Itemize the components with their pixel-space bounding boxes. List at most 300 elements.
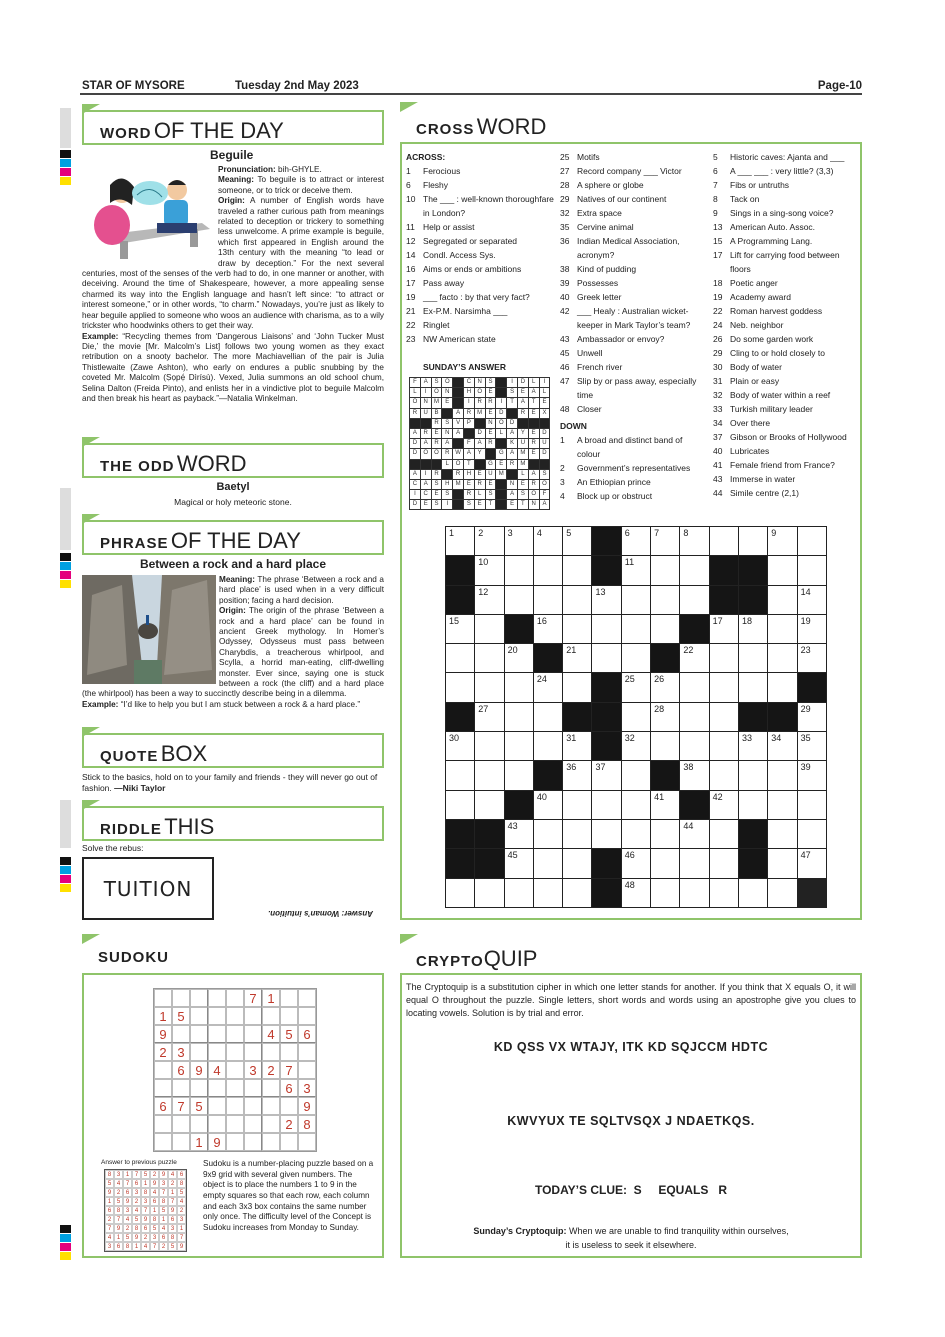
- grid-cell[interactable]: [710, 761, 738, 789]
- answer-cell: L: [518, 470, 528, 479]
- sudoku-cell[interactable]: [172, 1115, 190, 1133]
- answer-black: [540, 460, 550, 469]
- answer-cell: N: [442, 388, 452, 397]
- sudoku-info: Sudoku is a number-placing puzzle based on a 9x9 grid with several given numbers. The object is to place the numbers 1 to 9 in the empty squares so that each row, each column and each 3x3 box contains the same number only once. The difficulty level of the Concept is Sudoku increases from Monday to Sunday.: [203, 1159, 374, 1232]
- sudoku-cell[interactable]: [190, 1043, 208, 1061]
- grid-cell[interactable]: [622, 879, 650, 907]
- sudoku-cell[interactable]: 7: [280, 1061, 298, 1079]
- grid-cell[interactable]: [475, 879, 503, 907]
- grid-cell[interactable]: [563, 820, 591, 848]
- grid-cell[interactable]: [680, 703, 708, 731]
- sudoku-cell[interactable]: [172, 1133, 190, 1151]
- sudoku-cell[interactable]: [244, 1043, 262, 1061]
- grid-cell[interactable]: [798, 615, 826, 643]
- sudoku-cell[interactable]: [280, 1007, 298, 1025]
- grid-cell[interactable]: [710, 791, 738, 819]
- sudoku-cell[interactable]: [154, 989, 172, 1007]
- sudoku-cell[interactable]: [226, 1025, 244, 1043]
- sunday-answer-label: SUNDAY’S ANSWER: [423, 362, 506, 372]
- sudoku-cell[interactable]: [208, 1007, 226, 1025]
- answer-cell: E: [421, 500, 431, 509]
- grid-cell[interactable]: [505, 849, 533, 877]
- grid-cell[interactable]: [768, 556, 796, 584]
- grid-cell[interactable]: [622, 673, 650, 701]
- grid-cell[interactable]: [563, 761, 591, 789]
- grid-cell[interactable]: [768, 849, 796, 877]
- answer-black: [453, 398, 463, 407]
- sudoku-cell[interactable]: [208, 989, 226, 1007]
- grid-cell[interactable]: [475, 732, 503, 760]
- grid-cell[interactable]: [798, 644, 826, 672]
- sudoku-cell[interactable]: 6: [154, 1097, 172, 1115]
- grid-cell[interactable]: [680, 556, 708, 584]
- sudoku-cell[interactable]: [208, 1043, 226, 1061]
- grid-cell[interactable]: [563, 879, 591, 907]
- grid-cell[interactable]: [651, 820, 679, 848]
- black-square: [534, 644, 562, 672]
- prev-cell: 9: [114, 1224, 123, 1233]
- grid-cell[interactable]: [563, 615, 591, 643]
- sudoku-cell[interactable]: 9: [190, 1061, 208, 1079]
- grid-cell[interactable]: [505, 644, 533, 672]
- sudoku-cell[interactable]: [298, 1133, 316, 1151]
- grid-cell[interactable]: [563, 732, 591, 760]
- clue-number: 2: [478, 528, 484, 538]
- grid-cell[interactable]: [622, 644, 650, 672]
- sudoku-cell[interactable]: [280, 989, 298, 1007]
- grid-cell[interactable]: [475, 644, 503, 672]
- sudoku-cell[interactable]: 2: [154, 1043, 172, 1061]
- grid-cell[interactable]: [710, 527, 738, 555]
- sudoku-cell[interactable]: [280, 1043, 298, 1061]
- answer-black: [453, 500, 463, 509]
- sudoku-cell[interactable]: [190, 1079, 208, 1097]
- odd-word-word: Baetyl: [216, 481, 250, 493]
- grid-cell[interactable]: [446, 527, 474, 555]
- answer-cell: R: [410, 409, 420, 418]
- sudoku-cell[interactable]: [244, 1097, 262, 1115]
- grid-cell[interactable]: [563, 556, 591, 584]
- grid-cell[interactable]: [622, 849, 650, 877]
- prev-cell: 3: [132, 1188, 141, 1197]
- sudoku-cell[interactable]: [208, 1079, 226, 1097]
- sudoku-cell[interactable]: [262, 1115, 280, 1133]
- grid-cell[interactable]: [680, 761, 708, 789]
- grid-cell[interactable]: [651, 732, 679, 760]
- grid-cell[interactable]: [739, 732, 767, 760]
- grid-cell[interactable]: [651, 791, 679, 819]
- grid-cell[interactable]: [680, 527, 708, 555]
- sudoku-cell[interactable]: [208, 1115, 226, 1133]
- grid-cell[interactable]: [534, 556, 562, 584]
- grid-cell[interactable]: [475, 791, 503, 819]
- grid-cell[interactable]: [798, 586, 826, 614]
- sudoku-cell[interactable]: [244, 1025, 262, 1043]
- clue: 19 ___ facto : by that very fact?: [406, 292, 530, 302]
- answer-cell: R: [432, 439, 442, 448]
- grid-cell[interactable]: [651, 527, 679, 555]
- grid-cell[interactable]: [739, 673, 767, 701]
- grid-cell[interactable]: [563, 644, 591, 672]
- grid-cell[interactable]: [534, 586, 562, 614]
- sudoku-cell[interactable]: [190, 1115, 208, 1133]
- grid-cell[interactable]: [798, 556, 826, 584]
- prev-cell: 4: [114, 1179, 123, 1188]
- sudoku-cell[interactable]: 9: [208, 1133, 226, 1151]
- sudoku-cell[interactable]: 3: [244, 1061, 262, 1079]
- clue-number: 11: [624, 557, 635, 568]
- black-square: [505, 615, 533, 643]
- clue: 47 Slip by or pass away, especially time: [560, 376, 697, 400]
- prev-cell: 8: [159, 1197, 168, 1206]
- phrase-title: PHRASE OF THE DAY: [82, 520, 384, 555]
- grid-cell[interactable]: [739, 791, 767, 819]
- sudoku-cell[interactable]: 3: [298, 1079, 316, 1097]
- grid-cell[interactable]: [505, 761, 533, 789]
- answer-cell: S: [540, 470, 550, 479]
- grid-cell[interactable]: [622, 556, 650, 584]
- grid-cell[interactable]: [651, 849, 679, 877]
- grid-cell[interactable]: [710, 820, 738, 848]
- answer-cell: M: [453, 480, 463, 489]
- black-square: [446, 556, 474, 584]
- prev-cell: 1: [105, 1197, 114, 1206]
- grid-cell[interactable]: [768, 586, 796, 614]
- grid-cell[interactable]: [622, 615, 650, 643]
- sudoku-grid: [153, 988, 317, 1152]
- prev-cell: 6: [177, 1170, 186, 1179]
- grid-cell[interactable]: [475, 761, 503, 789]
- grid-cell[interactable]: [710, 849, 738, 877]
- answer-cell: H: [464, 470, 474, 479]
- sudoku-cell[interactable]: [190, 989, 208, 1007]
- grid-cell[interactable]: [592, 644, 620, 672]
- grid-cell[interactable]: [739, 761, 767, 789]
- grid-cell[interactable]: [446, 644, 474, 672]
- answer-black: [453, 388, 463, 397]
- prev-cell: 6: [159, 1233, 168, 1242]
- grid-cell[interactable]: [446, 732, 474, 760]
- grid-cell[interactable]: [739, 879, 767, 907]
- grid-cell[interactable]: [505, 820, 533, 848]
- grid-cell[interactable]: [534, 732, 562, 760]
- black-square: [710, 556, 738, 584]
- grid-cell[interactable]: [592, 791, 620, 819]
- grid-cell[interactable]: [534, 879, 562, 907]
- cipher-line-1: KD QSS VX WTAJY, ITK KD SQJCCM HDTC: [493, 1040, 769, 1054]
- grid-cell[interactable]: [505, 556, 533, 584]
- sudoku-cell[interactable]: 1: [190, 1133, 208, 1151]
- prev-cell: 1: [177, 1224, 186, 1233]
- sudoku-cell[interactable]: [244, 1115, 262, 1133]
- answer-cell: G: [496, 449, 506, 458]
- sudoku-cell[interactable]: 1: [154, 1007, 172, 1025]
- grid-cell[interactable]: [768, 820, 796, 848]
- black-square: [446, 849, 474, 877]
- grid-cell[interactable]: [534, 527, 562, 555]
- sudoku-cell[interactable]: 7: [172, 1097, 190, 1115]
- sudoku-cell[interactable]: 7: [244, 989, 262, 1007]
- sudoku-cell[interactable]: [226, 989, 244, 1007]
- grid-cell[interactable]: [475, 615, 503, 643]
- sudoku-cell[interactable]: 6: [280, 1079, 298, 1097]
- grid-cell[interactable]: [563, 849, 591, 877]
- grid-cell[interactable]: [446, 879, 474, 907]
- grid-cell[interactable]: [680, 586, 708, 614]
- grid-cell[interactable]: [710, 732, 738, 760]
- prev-cell: 4: [177, 1197, 186, 1206]
- cryptoquip-title: CRYPTOQUIP: [400, 940, 862, 975]
- sudoku-cell[interactable]: [226, 1115, 244, 1133]
- sudoku-cell[interactable]: [172, 1025, 190, 1043]
- answer-cell: I: [442, 500, 452, 509]
- clue: 22 Roman harvest goddess: [713, 306, 823, 316]
- answer-cell: R: [475, 398, 485, 407]
- sudoku-cell[interactable]: 5: [172, 1007, 190, 1025]
- grid-cell[interactable]: [592, 820, 620, 848]
- grid-cell[interactable]: [768, 791, 796, 819]
- grid-cell[interactable]: [505, 673, 533, 701]
- page-number: Page-10: [817, 80, 862, 92]
- sudoku-cell[interactable]: [280, 1133, 298, 1151]
- answer-cell: F: [410, 378, 420, 387]
- grid-cell[interactable]: [798, 820, 826, 848]
- issue-date: Tuesday 2nd May 2023: [235, 80, 359, 92]
- clue: 32 Body of water within a reef: [713, 390, 831, 400]
- grid-cell[interactable]: [592, 761, 620, 789]
- grid-cell[interactable]: [475, 586, 503, 614]
- sudoku-cell[interactable]: 4: [208, 1061, 226, 1079]
- sudoku-cell[interactable]: 3: [172, 1043, 190, 1061]
- clue: 24 Neb. neighbor: [713, 320, 784, 330]
- sudoku-cell[interactable]: [190, 1025, 208, 1043]
- cmyk-cyan: [60, 562, 71, 570]
- grid-cell[interactable]: [505, 879, 533, 907]
- sudoku-cell[interactable]: [226, 1007, 244, 1025]
- answer-cell: S: [507, 388, 517, 397]
- grid-cell[interactable]: [768, 732, 796, 760]
- sudoku-cell[interactable]: [154, 1079, 172, 1097]
- grid-cell[interactable]: [446, 761, 474, 789]
- grid-cell[interactable]: [563, 586, 591, 614]
- grid-cell[interactable]: [563, 673, 591, 701]
- grid-cell[interactable]: [768, 761, 796, 789]
- clue-number: 31: [566, 733, 577, 744]
- sudoku-cell[interactable]: [262, 1007, 280, 1025]
- sudoku-cell[interactable]: 8: [298, 1115, 316, 1133]
- grid-cell[interactable]: [798, 761, 826, 789]
- grid-cell[interactable]: [622, 820, 650, 848]
- grid-cell[interactable]: [651, 615, 679, 643]
- grid-cell[interactable]: [710, 673, 738, 701]
- grid-cell[interactable]: [563, 527, 591, 555]
- sudoku-cell[interactable]: [262, 1133, 280, 1151]
- sudoku-cell[interactable]: [172, 989, 190, 1007]
- grid-cell[interactable]: [534, 791, 562, 819]
- sudoku-cell[interactable]: [244, 1007, 262, 1025]
- grid-cell[interactable]: [505, 703, 533, 731]
- sudoku-cell[interactable]: [244, 1133, 262, 1151]
- grid-cell[interactable]: [798, 703, 826, 731]
- answer-cell: O: [432, 388, 442, 397]
- answer-cell: M: [496, 470, 506, 479]
- answer-cell: B: [432, 409, 442, 418]
- sudoku-cell[interactable]: [226, 1133, 244, 1151]
- answer-black: [518, 419, 528, 428]
- prev-cell: 7: [141, 1206, 150, 1215]
- answer-cell: T: [464, 460, 474, 469]
- grid-cell[interactable]: [534, 820, 562, 848]
- sudoku-cell[interactable]: [244, 1079, 262, 1097]
- answer-cell: H: [464, 388, 474, 397]
- grid-cell[interactable]: [768, 527, 796, 555]
- sudoku-cell[interactable]: [208, 1025, 226, 1043]
- sudoku-cell[interactable]: 5: [280, 1025, 298, 1043]
- sudoku-cell[interactable]: 2: [280, 1115, 298, 1133]
- grid-cell[interactable]: [739, 527, 767, 555]
- grid-cell[interactable]: [563, 791, 591, 819]
- sunday-cryptoquip: Sunday’s Cryptoquip: When we are unable to find tranquility within ourselves, it is useless to seek it elsewhere.: [473, 1226, 789, 1250]
- grid-cell[interactable]: [592, 615, 620, 643]
- grid-cell[interactable]: [798, 732, 826, 760]
- sudoku-cell[interactable]: 6: [172, 1061, 190, 1079]
- answer-cell: A: [453, 409, 463, 418]
- sudoku-cell[interactable]: [226, 1043, 244, 1061]
- grid-cell[interactable]: [651, 586, 679, 614]
- sudoku-cell[interactable]: 4: [262, 1025, 280, 1043]
- grid-cell[interactable]: [475, 673, 503, 701]
- grid-cell[interactable]: [534, 673, 562, 701]
- grid-cell[interactable]: [798, 849, 826, 877]
- answer-cell: T: [529, 398, 539, 407]
- grid-cell[interactable]: [680, 673, 708, 701]
- clue: 15 A Programming Lang.: [713, 236, 813, 246]
- grid-cell[interactable]: [622, 527, 650, 555]
- grid-cell[interactable]: [768, 879, 796, 907]
- grid-cell[interactable]: [534, 703, 562, 731]
- answer-cell: M: [518, 460, 528, 469]
- sudoku-cell[interactable]: [298, 1043, 316, 1061]
- grid-cell[interactable]: [534, 615, 562, 643]
- sudoku-cell[interactable]: [154, 1133, 172, 1151]
- grid-cell[interactable]: [592, 586, 620, 614]
- grid-cell[interactable]: [651, 673, 679, 701]
- sudoku-cell[interactable]: [262, 1079, 280, 1097]
- clue: 30 Body of water: [713, 362, 782, 372]
- sudoku-cell[interactable]: [280, 1097, 298, 1115]
- clue-number: 37: [595, 762, 606, 773]
- grid-cell[interactable]: [622, 761, 650, 789]
- grid-cell[interactable]: [651, 703, 679, 731]
- clue-number: 17: [712, 615, 723, 626]
- grid-cell[interactable]: [505, 527, 533, 555]
- grid-cell[interactable]: [680, 879, 708, 907]
- grid-cell[interactable]: [622, 732, 650, 760]
- sudoku-cell[interactable]: [172, 1079, 190, 1097]
- grid-cell[interactable]: [475, 703, 503, 731]
- grid-cell[interactable]: [710, 703, 738, 731]
- grid-cell[interactable]: [710, 615, 738, 643]
- sudoku-cell[interactable]: 5: [190, 1097, 208, 1115]
- sudoku-cell[interactable]: [226, 1079, 244, 1097]
- black-square: [651, 644, 679, 672]
- sudoku-cell[interactable]: [298, 1007, 316, 1025]
- clue-number: 34: [771, 733, 782, 744]
- sudoku-cell[interactable]: [154, 1061, 172, 1079]
- answer-black: [507, 409, 517, 418]
- prev-cell: 2: [159, 1242, 168, 1251]
- black-square: [680, 791, 708, 819]
- prev-cell: 3: [168, 1224, 177, 1233]
- answer-cell: S: [442, 490, 452, 499]
- black-square: [592, 732, 620, 760]
- clue: 7 Fibs or untruths: [713, 180, 790, 190]
- grid-cell[interactable]: [622, 703, 650, 731]
- across-label: ACROSS:: [406, 152, 446, 162]
- prev-cell: 7: [123, 1179, 132, 1188]
- grid-cell[interactable]: [680, 849, 708, 877]
- prev-cell: 3: [177, 1215, 186, 1224]
- grid-cell[interactable]: [680, 732, 708, 760]
- sudoku-cell[interactable]: [226, 1097, 244, 1115]
- grid-cell[interactable]: [768, 673, 796, 701]
- sudoku-cell[interactable]: 1: [262, 989, 280, 1007]
- grid-cell[interactable]: [768, 615, 796, 643]
- clue: 45 Unwell: [560, 348, 603, 358]
- grid-cell[interactable]: [622, 791, 650, 819]
- grid-cell[interactable]: [505, 732, 533, 760]
- grid-cell[interactable]: [680, 820, 708, 848]
- sudoku-cell[interactable]: [298, 989, 316, 1007]
- grid-cell[interactable]: [739, 615, 767, 643]
- grid-cell[interactable]: [534, 849, 562, 877]
- sudoku-cell[interactable]: 6: [298, 1025, 316, 1043]
- grid-cell[interactable]: [739, 644, 767, 672]
- grid-cell[interactable]: [446, 673, 474, 701]
- sudoku-cell[interactable]: [262, 1097, 280, 1115]
- clue: 2 Government’s representatives: [560, 463, 691, 473]
- sudoku-cell[interactable]: [262, 1043, 280, 1061]
- grid-cell[interactable]: [651, 879, 679, 907]
- sudoku-cell[interactable]: [208, 1097, 226, 1115]
- clue-number: 36: [566, 762, 577, 773]
- sudoku-cell[interactable]: 9: [298, 1097, 316, 1115]
- grid-cell[interactable]: [446, 615, 474, 643]
- sudoku-cell[interactable]: [298, 1061, 316, 1079]
- grid-cell[interactable]: [446, 791, 474, 819]
- sudoku-cell[interactable]: [154, 1115, 172, 1133]
- grid-cell[interactable]: [622, 586, 650, 614]
- grid-cell[interactable]: [710, 879, 738, 907]
- sudoku-cell[interactable]: [226, 1061, 244, 1079]
- sudoku-cell[interactable]: 2: [262, 1061, 280, 1079]
- grid-cell[interactable]: [505, 586, 533, 614]
- clue-number: 22: [683, 645, 694, 656]
- answer-cell: R: [486, 439, 496, 448]
- sudoku-cell[interactable]: 9: [154, 1025, 172, 1043]
- grid-cell[interactable]: [798, 527, 826, 555]
- grid-cell[interactable]: [651, 556, 679, 584]
- grid-cell[interactable]: [680, 644, 708, 672]
- answer-black: [496, 480, 506, 489]
- answer-cell: Y: [475, 449, 485, 458]
- grid-cell[interactable]: [798, 791, 826, 819]
- sudoku-cell[interactable]: [190, 1007, 208, 1025]
- grid-cell[interactable]: [710, 644, 738, 672]
- grid-cell[interactable]: [475, 527, 503, 555]
- grid-cell[interactable]: [768, 644, 796, 672]
- grid-cell[interactable]: [475, 556, 503, 584]
